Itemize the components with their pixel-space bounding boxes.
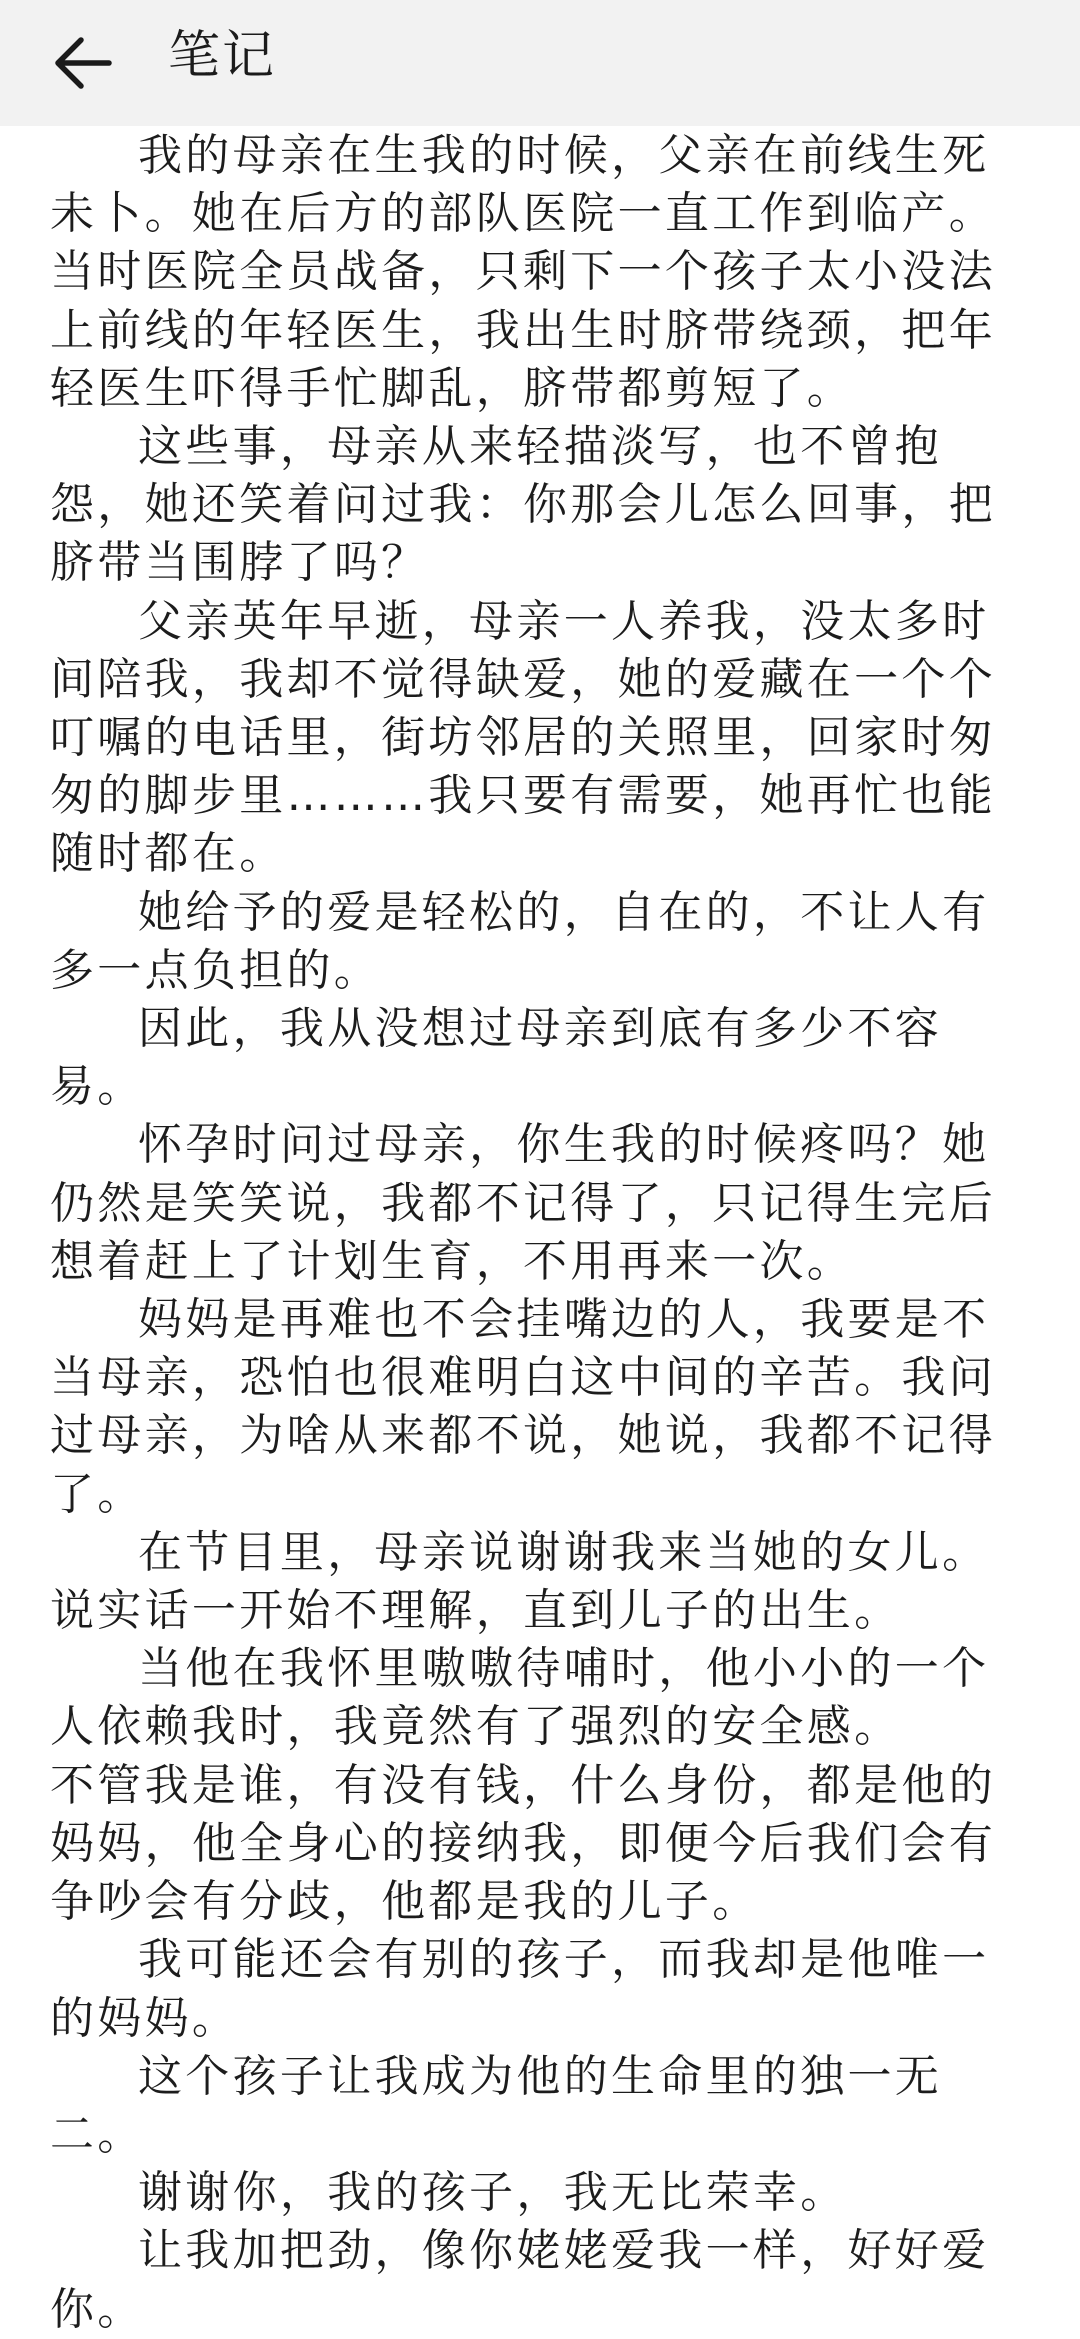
app-header <box>0 0 1080 126</box>
note-paragraph: 怀孕时问过母亲，你生我的时候疼吗？她仍然是笑笑说，我都不记得了，只记得生完后想着赶上了计划生育，不用再来一次。 <box>50 1119 996 1287</box>
note-paragraph: 父亲英年早逝，母亲一人养我，没太多时间陪我，我却不觉得缺爱，她的爱藏在一个个叮嘱的电话里，街坊邻居的关照里，回家时匆匆的脚步里………我只要有需要，她再忙也能随时都在。 <box>50 595 996 880</box>
note-paragraph: 我的母亲在生我的时候，父亲在前线生死未卜。她在后方的部队医院一直工作到临产。当时医院全员战备，只剩下一个孩子太小没法上前线的年轻医生，我出生时脐带绕颈，把年轻医生吓得手忙脚乱，脐带都剪短了。 <box>50 130 996 414</box>
note-paragraph: 这些事，母亲从来轻描淡写，也不曾抱怨，她还笑着问过我：你那会儿怎么回事，把脐带当围脖了吗？ <box>50 421 996 589</box>
note-paragraph: 妈妈是再难也不会挂嘴边的人，我要是不当母亲，恐怕也很难明白这中间的辛苦。我问过母亲，为啥从来都不说，她说，我都不记得了。 <box>50 1294 996 1520</box>
note-paragraph: 让我加把劲，像你姥姥爱我一样，好好爱你。 <box>50 2225 990 2335</box>
note-content[interactable] <box>50 127 1000 2335</box>
note-paragraph: 她给予的爱是轻松的，自在的，不让人有多一点负担的。 <box>50 886 990 996</box>
note-paragraph: 在节目里，母亲说谢谢我来当她的女儿。说实话一开始不理解，直到儿子的出生。 <box>50 1526 990 1637</box>
note-paragraph: 谢谢你，我的孩子，我无比荣幸。 <box>138 2167 848 2219</box>
note-paragraph: 我可能还会有别的孩子，而我却是他唯一的妈妈。 <box>50 1934 990 2044</box>
note-paragraph: 当他在我怀里嗷嗷待哺时，他小小的一个人依赖我时，我竟然有了强烈的安全感。 <box>50 1643 990 1753</box>
note-paragraph: 因此，我从没想过母亲到底有多少不容易。 <box>50 1003 943 1113</box>
note-paragraph: 不管我是谁，有没有钱，什么身份，都是他的妈妈，他全身心的接纳我，即便今后我们会有争吵会有分歧，他都是我的儿子。 <box>50 1759 996 1928</box>
page-title: 笔记 <box>168 26 277 86</box>
arrow-left-icon <box>53 36 113 90</box>
back-button[interactable] <box>50 30 116 96</box>
note-paragraph: 这个孩子让我成为他的生命里的独一无二。 <box>50 2050 943 2160</box>
